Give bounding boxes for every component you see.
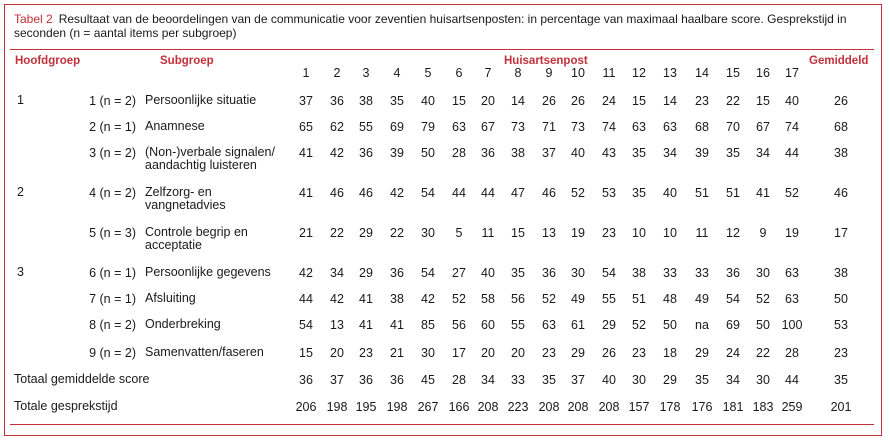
table-cell: 67 [756, 120, 770, 134]
table-cell: 38 [511, 146, 525, 160]
average-cell: 17 [834, 226, 848, 240]
post-header-17: 17 [785, 66, 799, 80]
post-header-10: 10 [571, 66, 585, 80]
subgroup-number: 5 (n = 3) [89, 226, 136, 240]
table-cell: 28 [785, 346, 799, 360]
table-cell: 56 [511, 292, 525, 306]
total-cell: 223 [507, 400, 529, 414]
table-cell: 53 [602, 186, 616, 200]
total-cell: 208 [598, 400, 620, 414]
table-cell: 42 [421, 292, 435, 306]
total-cell: 176 [691, 400, 713, 414]
subgroup-name: Persoonlijke gegevens [145, 265, 271, 279]
table-cell: 30 [571, 266, 585, 280]
table-cell: 73 [571, 120, 585, 134]
table-cell: 41 [390, 318, 404, 332]
table-cell: 52 [756, 292, 770, 306]
table-cell: 24 [726, 346, 740, 360]
post-header-3: 3 [362, 66, 370, 80]
total-cell: 37 [571, 373, 585, 387]
table-cell: 85 [421, 318, 435, 332]
table-cell: 46 [330, 186, 344, 200]
table-cell: 51 [726, 186, 740, 200]
table-cell: 23 [602, 226, 616, 240]
average-cell: 38 [834, 266, 848, 280]
table-cell: 28 [452, 146, 466, 160]
total-cell: 35 [542, 373, 556, 387]
table-cell: 52 [632, 318, 646, 332]
group-label: 2 [17, 185, 24, 199]
table-cell: 54 [726, 292, 740, 306]
subgroup-number: 9 (n = 2) [89, 346, 136, 360]
header-rule-top [10, 49, 874, 50]
table-cell: 29 [359, 226, 373, 240]
table-cell: 21 [299, 226, 313, 240]
table-cell: 26 [602, 346, 616, 360]
total-cell: 35 [695, 373, 709, 387]
table-rule-bottom [10, 424, 874, 425]
post-header-7: 7 [484, 66, 492, 80]
subgroup-name: (Non-)verbale signalen/ [145, 145, 275, 159]
table-cell: 13 [330, 318, 344, 332]
total-cell: 178 [659, 400, 681, 414]
table-cell: 38 [632, 266, 646, 280]
table-cell: 35 [632, 186, 646, 200]
table-cell: 35 [390, 94, 404, 108]
subgroup-name: vangnetadvies [145, 198, 226, 212]
subgroup-name: Samenvatten/faseren [145, 345, 264, 359]
total-cell: 44 [785, 373, 799, 387]
table-cell: 55 [511, 318, 525, 332]
table-cell: 30 [421, 226, 435, 240]
total-cell: 40 [602, 373, 616, 387]
table-cell: 35 [726, 146, 740, 160]
table-cell: 37 [299, 94, 313, 108]
total-cell: 36 [359, 373, 373, 387]
table-cell: 42 [390, 186, 404, 200]
table-cell: 62 [330, 120, 344, 134]
table-cell: 48 [663, 292, 677, 306]
table-cell: 63 [785, 292, 799, 306]
table-cell: 44 [299, 292, 313, 306]
table-cell: 52 [452, 292, 466, 306]
post-header-15: 15 [726, 66, 740, 80]
subgroup-number: 7 (n = 1) [89, 292, 136, 306]
group-label: 3 [17, 265, 24, 279]
group-label: 1 [17, 93, 24, 107]
table-cell: 23 [695, 94, 709, 108]
table-cell: 65 [299, 120, 313, 134]
table-cell: 36 [359, 146, 373, 160]
table-cell: 18 [663, 346, 677, 360]
table-cell: 67 [481, 120, 495, 134]
table-cell: 70 [726, 120, 740, 134]
table-caption [14, 12, 874, 40]
table-cell: 50 [421, 146, 435, 160]
subgroup-name: Afsluiting [145, 291, 196, 305]
total-cell: 37 [330, 373, 344, 387]
table-cell: 51 [632, 292, 646, 306]
table-cell: 58 [481, 292, 495, 306]
table-cell: 44 [785, 146, 799, 160]
table-cell: 5 [455, 226, 463, 240]
table-cell: 52 [571, 186, 585, 200]
table-cell: 50 [663, 318, 677, 332]
table-cell: na [695, 318, 709, 332]
total-cell: 198 [386, 400, 408, 414]
table-cell: 12 [726, 226, 740, 240]
table-cell: 11 [695, 226, 709, 240]
subgroup-number: 3 (n = 2) [89, 146, 136, 160]
table-cell: 63 [785, 266, 799, 280]
post-header-5: 5 [424, 66, 432, 80]
table-cell: 36 [481, 146, 495, 160]
total-cell: 208 [477, 400, 499, 414]
average-cell: 50 [834, 292, 848, 306]
table-cell: 30 [421, 346, 435, 360]
subgroup-name: Persoonlijke situatie [145, 93, 257, 107]
total-cell: 28 [452, 373, 466, 387]
table-cell: 11 [481, 226, 495, 240]
total-cell: 33 [511, 373, 525, 387]
table-cell: 19 [785, 226, 799, 240]
table-cell: 13 [542, 226, 556, 240]
table-cell: 33 [695, 266, 709, 280]
table-cell: 36 [726, 266, 740, 280]
subgroup-number: 8 (n = 2) [89, 318, 136, 332]
table-cell: 40 [571, 146, 585, 160]
table-cell: 41 [359, 318, 373, 332]
table-cell: 9 [759, 226, 767, 240]
average-cell: 68 [834, 120, 848, 134]
table-cell: 41 [299, 146, 313, 160]
post-header-13: 13 [663, 66, 677, 80]
table-cell: 10 [632, 226, 646, 240]
table-cell: 56 [452, 318, 466, 332]
post-header-6: 6 [455, 66, 463, 80]
table-cell: 15 [511, 226, 525, 240]
subgroup-number: 6 (n = 1) [89, 266, 136, 280]
table-cell: 42 [330, 146, 344, 160]
table-cell: 51 [695, 186, 709, 200]
table-cell: 34 [756, 146, 770, 160]
table-cell: 40 [663, 186, 677, 200]
table-cell: 24 [602, 94, 616, 108]
average-cell: 53 [834, 318, 848, 332]
table-cell: 20 [481, 94, 495, 108]
table-cell: 20 [481, 346, 495, 360]
subgroup-name: Anamnese [145, 119, 205, 133]
average-cell: 38 [834, 146, 848, 160]
table-cell: 50 [756, 318, 770, 332]
total-cell: 45 [421, 373, 435, 387]
table-cell: 63 [452, 120, 466, 134]
table-cell: 22 [390, 226, 404, 240]
total-cell: 206 [295, 400, 317, 414]
total-row-label: Totale gesprekstijd [14, 399, 118, 413]
table-cell: 46 [359, 186, 373, 200]
average-cell: 26 [834, 94, 848, 108]
post-header-14: 14 [695, 66, 709, 80]
post-header-2: 2 [333, 66, 341, 80]
table-cell: 69 [390, 120, 404, 134]
header-subgroep: Subgroep [160, 55, 214, 67]
table-cell: 35 [511, 266, 525, 280]
total-row-label: Totaal gemiddelde score [14, 372, 150, 386]
table-cell: 40 [421, 94, 435, 108]
table-cell: 34 [330, 266, 344, 280]
table-cell: 46 [542, 186, 556, 200]
post-header-1: 1 [302, 66, 310, 80]
table-cell: 55 [359, 120, 373, 134]
total-cell: 183 [752, 400, 774, 414]
table-cell: 55 [602, 292, 616, 306]
table-cell: 17 [452, 346, 466, 360]
table-cell: 41 [756, 186, 770, 200]
table-cell: 61 [571, 318, 585, 332]
total-cell: 34 [726, 373, 740, 387]
total-cell: 166 [448, 400, 470, 414]
table-cell: 29 [359, 266, 373, 280]
total-cell: 34 [481, 373, 495, 387]
table-cell: 19 [571, 226, 585, 240]
total-cell: 30 [632, 373, 646, 387]
table-cell: 23 [359, 346, 373, 360]
total-cell: 181 [722, 400, 744, 414]
average-cell: 23 [834, 346, 848, 360]
table-cell: 22 [330, 226, 344, 240]
post-header-4: 4 [393, 66, 401, 80]
table-cell: 52 [542, 292, 556, 306]
table-cell: 42 [299, 266, 313, 280]
average-cell: 46 [834, 186, 848, 200]
table-cell: 33 [663, 266, 677, 280]
table-cell: 34 [663, 146, 677, 160]
total-cell: 36 [299, 373, 313, 387]
table-cell: 29 [602, 318, 616, 332]
post-header-12: 12 [632, 66, 646, 80]
table-cell: 39 [695, 146, 709, 160]
table-cell: 36 [390, 266, 404, 280]
subgroup-name: Controle begrip en [145, 225, 248, 239]
table-cell: 47 [511, 186, 525, 200]
subgroup-name: acceptatie [145, 238, 202, 252]
table-cell: 42 [330, 292, 344, 306]
table-cell: 14 [511, 94, 525, 108]
subgroup-name: Onderbreking [145, 317, 221, 331]
table-cell: 63 [663, 120, 677, 134]
table-cell: 20 [330, 346, 344, 360]
table-cell: 22 [756, 346, 770, 360]
total-cell: 157 [628, 400, 650, 414]
table-cell: 37 [542, 146, 556, 160]
table-cell: 71 [542, 120, 556, 134]
table-cell: 79 [421, 120, 435, 134]
table-cell: 36 [330, 94, 344, 108]
table-label: Tabel 2 [14, 12, 53, 26]
total-average-cell: 201 [830, 400, 852, 414]
table-cell: 63 [632, 120, 646, 134]
table-cell: 54 [421, 266, 435, 280]
table-cell: 43 [602, 146, 616, 160]
table-cell: 40 [481, 266, 495, 280]
table-cell: 26 [571, 94, 585, 108]
table-cell: 15 [452, 94, 466, 108]
table-cell: 29 [571, 346, 585, 360]
total-cell: 259 [781, 400, 803, 414]
post-header-11: 11 [602, 66, 616, 80]
table-cell: 54 [602, 266, 616, 280]
post-header-8: 8 [514, 66, 522, 80]
table-cell: 15 [299, 346, 313, 360]
table-cell: 54 [421, 186, 435, 200]
total-cell: 208 [538, 400, 560, 414]
table-cell: 23 [632, 346, 646, 360]
table-cell: 20 [511, 346, 525, 360]
header-gemiddeld: Gemiddeld [809, 55, 869, 67]
table-cell: 41 [299, 186, 313, 200]
table-cell: 100 [781, 318, 803, 332]
subgroup-number: 1 (n = 2) [89, 94, 136, 108]
table-cell: 38 [359, 94, 373, 108]
subgroup-number: 2 (n = 1) [89, 120, 136, 134]
subgroup-name: aandachtig luisteren [145, 158, 257, 172]
table-cell: 49 [571, 292, 585, 306]
total-average-cell: 35 [834, 373, 848, 387]
table-cell: 15 [756, 94, 770, 108]
table-cell: 39 [390, 146, 404, 160]
table-cell: 41 [359, 292, 373, 306]
table-cell: 63 [542, 318, 556, 332]
table-cell: 38 [390, 292, 404, 306]
table-cell: 60 [481, 318, 495, 332]
total-cell: 29 [663, 373, 677, 387]
table-cell: 40 [785, 94, 799, 108]
table-cell: 27 [452, 266, 466, 280]
subgroup-name: Zelfzorg- en [145, 185, 212, 199]
table-cell: 74 [785, 120, 799, 134]
subgroup-number: 4 (n = 2) [89, 186, 136, 200]
total-cell: 267 [417, 400, 439, 414]
table-cell: 36 [542, 266, 556, 280]
table-cell: 52 [785, 186, 799, 200]
total-cell: 195 [355, 400, 377, 414]
header-huisartsenpost: Huisartsenpost [504, 55, 588, 67]
table-cell: 23 [542, 346, 556, 360]
post-header-16: 16 [756, 66, 770, 80]
table-cell: 74 [602, 120, 616, 134]
table-cell: 10 [663, 226, 677, 240]
table-cell: 49 [695, 292, 709, 306]
total-cell: 36 [390, 373, 404, 387]
table-cell: 35 [632, 146, 646, 160]
table-cell: 73 [511, 120, 525, 134]
table-cell: 26 [542, 94, 556, 108]
table-cell: 30 [756, 266, 770, 280]
table-caption-text: Resultaat van de beoordelingen van de communicatie voor zeventien huisartsenposten: in percentage van maximaal haalbare score. Gesprekstijd in seconden (n = aantal items per subgroep) [14, 12, 847, 40]
total-cell: 208 [567, 400, 589, 414]
table-cell: 44 [452, 186, 466, 200]
table-cell: 14 [663, 94, 677, 108]
table-cell: 21 [390, 346, 404, 360]
table-cell: 15 [632, 94, 646, 108]
post-header-9: 9 [545, 66, 553, 80]
table-cell: 29 [695, 346, 709, 360]
table-cell: 44 [481, 186, 495, 200]
table-cell: 69 [726, 318, 740, 332]
table-cell: 22 [726, 94, 740, 108]
table-cell: 68 [695, 120, 709, 134]
header-hoofdgroep: Hoofdgroep [15, 55, 81, 67]
table-cell: 54 [299, 318, 313, 332]
total-cell: 30 [756, 373, 770, 387]
total-cell: 198 [326, 400, 348, 414]
